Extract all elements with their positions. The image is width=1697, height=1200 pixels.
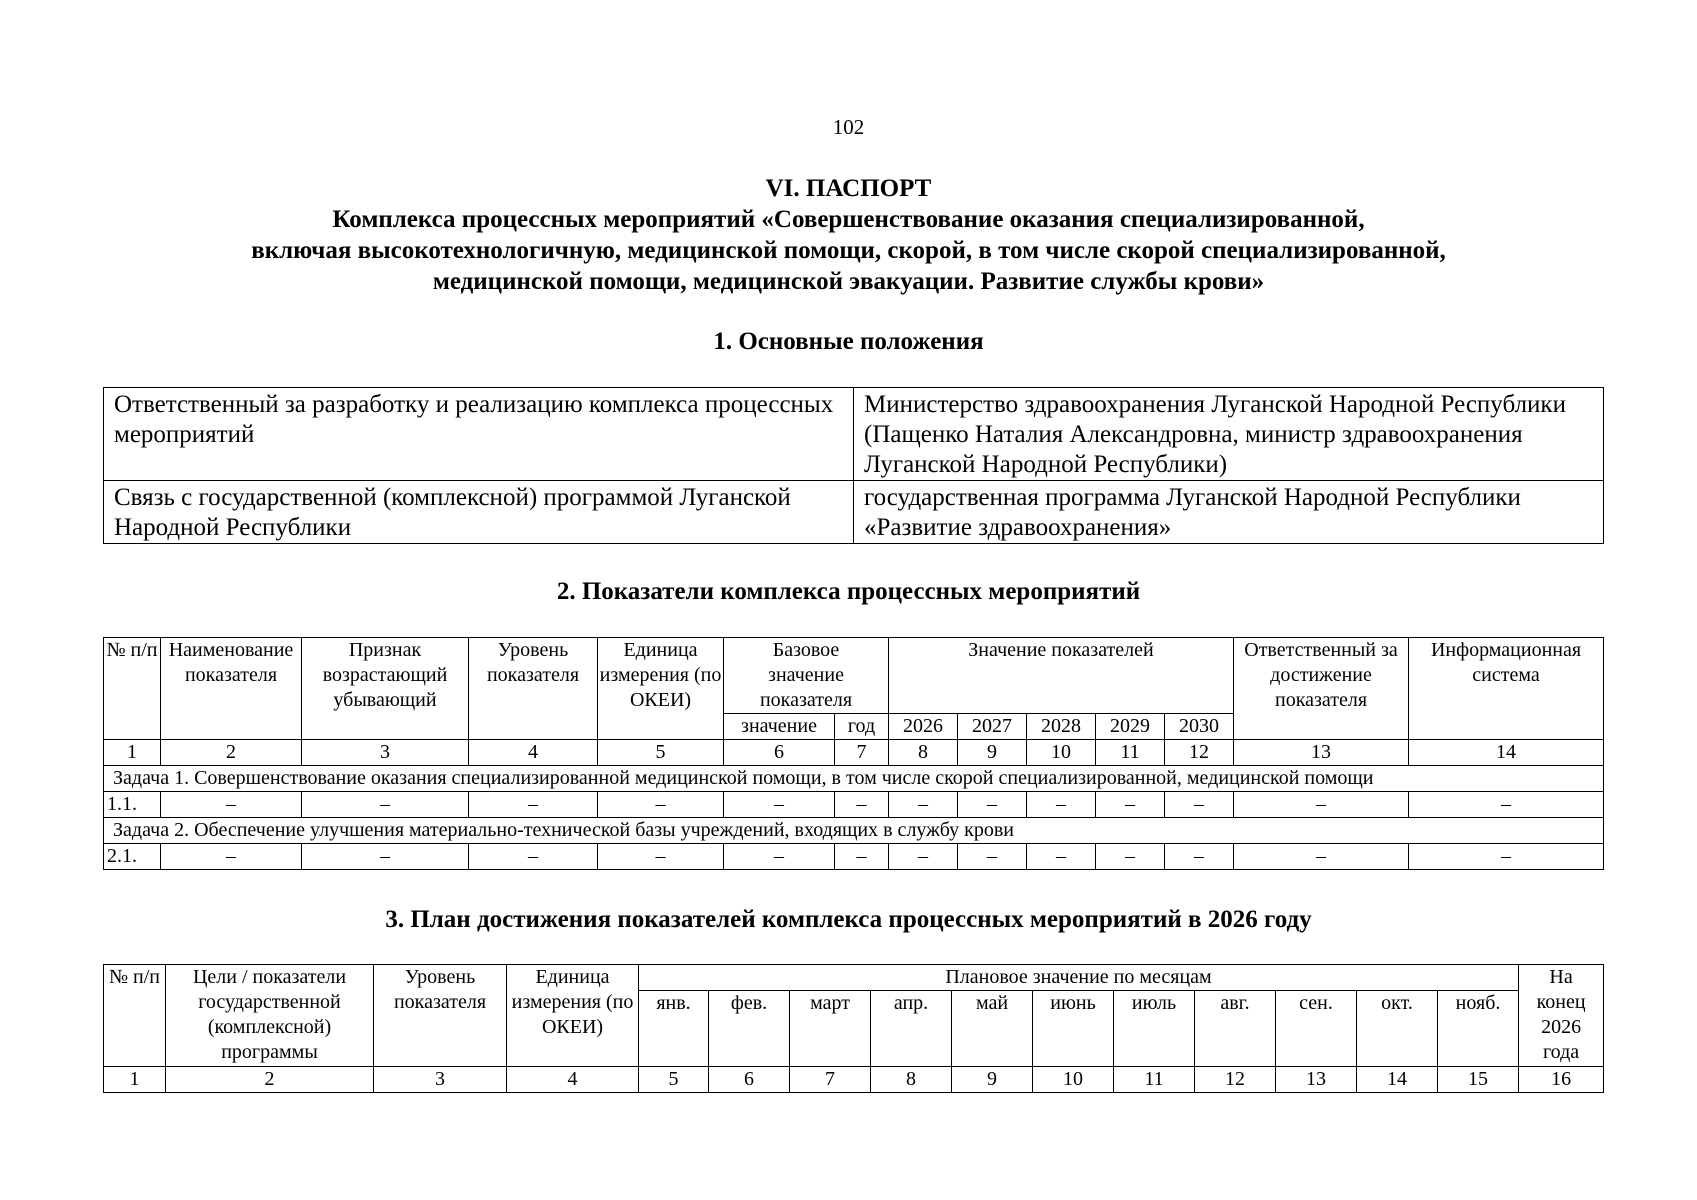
column-numbers-row bbox=[104, 740, 1604, 766]
table-cell: – bbox=[161, 792, 302, 818]
column-number: 10 bbox=[1027, 740, 1096, 766]
column-number: 12 bbox=[1195, 1067, 1276, 1093]
col-month-header: авг. bbox=[1195, 991, 1276, 1067]
table-header-row bbox=[104, 638, 1604, 714]
table-row bbox=[104, 792, 1604, 818]
section-2-title: 2. Показатели комплекса процессных мероприятий bbox=[556, 578, 1141, 605]
column-number: 2 bbox=[161, 740, 302, 766]
col-year-header: 2026 bbox=[889, 714, 958, 740]
col-month-header: март bbox=[790, 991, 871, 1067]
table-cell: – bbox=[302, 792, 469, 818]
col-num-header: № п/п bbox=[104, 638, 161, 740]
col-values-header: Значение показателей bbox=[889, 638, 1234, 714]
column-number: 13 bbox=[1234, 740, 1409, 766]
col-unit-header: Единица измерения (по ОКЕИ) bbox=[598, 638, 724, 740]
column-number: 14 bbox=[1357, 1067, 1438, 1093]
col-sign-header: Признак возрастающий убывающий bbox=[302, 638, 469, 740]
column-number: 1 bbox=[104, 740, 161, 766]
column-number: 10 bbox=[1033, 1067, 1114, 1093]
column-number: 11 bbox=[1114, 1067, 1195, 1093]
table-cell: – bbox=[835, 792, 889, 818]
col-year-header: 2027 bbox=[958, 714, 1027, 740]
table-cell: – bbox=[958, 844, 1027, 870]
column-number: 15 bbox=[1438, 1067, 1519, 1093]
col-year-header: 2029 bbox=[1096, 714, 1165, 740]
row-number: 2.1. bbox=[104, 844, 161, 870]
column-number: 7 bbox=[835, 740, 889, 766]
column-number: 5 bbox=[639, 1067, 709, 1093]
table-cell: – bbox=[1096, 792, 1165, 818]
col-year-header: 2028 bbox=[1027, 714, 1096, 740]
table-row bbox=[104, 481, 1604, 544]
table-row bbox=[104, 844, 1604, 870]
table-cell: – bbox=[1234, 792, 1409, 818]
task-row bbox=[104, 766, 1604, 792]
column-number: 13 bbox=[1276, 1067, 1357, 1093]
table-row bbox=[104, 388, 1604, 481]
table-cell: – bbox=[1234, 844, 1409, 870]
col-plan-header: Плановое значение по месяцам bbox=[639, 965, 1519, 991]
col-month-header: май bbox=[952, 991, 1033, 1067]
task-row bbox=[104, 818, 1604, 844]
col-month-header: июнь bbox=[1033, 991, 1114, 1067]
column-number: 1 bbox=[104, 1067, 166, 1093]
basic-provisions-table bbox=[103, 387, 1604, 544]
col-level-header: Уровень показателя bbox=[469, 638, 598, 740]
table-header-row bbox=[104, 965, 1604, 991]
col-num-header: № п/п bbox=[104, 965, 166, 1067]
col-month-header: апр. bbox=[871, 991, 952, 1067]
col-end-header: На конец 2026 года bbox=[1519, 965, 1604, 1067]
col-year-header: 2030 bbox=[1165, 714, 1234, 740]
provision-value: государственная программа Луганской Народной Республики «Развитие здравоохранения» bbox=[854, 481, 1604, 544]
col-base-year-header: год bbox=[835, 714, 889, 740]
col-month-header: сен. bbox=[1276, 991, 1357, 1067]
column-number: 12 bbox=[1165, 740, 1234, 766]
table-cell: – bbox=[598, 792, 724, 818]
column-number: 11 bbox=[1096, 740, 1165, 766]
column-number: 9 bbox=[958, 740, 1027, 766]
header-title: VI. ПАСПОРТ bbox=[765, 175, 932, 202]
table-cell: – bbox=[469, 844, 598, 870]
column-numbers-row bbox=[104, 1067, 1604, 1093]
column-number: 4 bbox=[469, 740, 598, 766]
column-number: 6 bbox=[709, 1067, 790, 1093]
col-month-header: окт. bbox=[1357, 991, 1438, 1067]
col-base-value-header: значение bbox=[724, 714, 835, 740]
table-cell: – bbox=[161, 844, 302, 870]
task-title: Задача 2. Обеспечение улучшения материально-технической базы учреждений, входящих в службу крови bbox=[104, 818, 1604, 844]
column-number: 14 bbox=[1409, 740, 1604, 766]
column-number: 6 bbox=[724, 740, 835, 766]
header-line-3: включая высокотехнологичную, медицинской помощи, скорой, в том числе скорой специализированной, bbox=[251, 237, 1446, 264]
table-cell: – bbox=[889, 844, 958, 870]
col-responsible-header: Ответственный за достижение показателя bbox=[1234, 638, 1409, 740]
table-cell: – bbox=[1165, 792, 1234, 818]
table-cell: – bbox=[724, 792, 835, 818]
row-number: 1.1. bbox=[104, 792, 161, 818]
column-number: 8 bbox=[871, 1067, 952, 1093]
passport-header bbox=[0, 173, 1697, 297]
task-title: Задача 1. Совершенствование оказания специализированной медицинской помощи, в том числе скорой специализированной, медицинской помощи bbox=[104, 766, 1604, 792]
table-cell: – bbox=[1409, 792, 1604, 818]
table-cell: – bbox=[889, 792, 958, 818]
col-name-header: Наименование показателя bbox=[161, 638, 302, 740]
table-cell: – bbox=[302, 844, 469, 870]
page-number: 102 bbox=[832, 115, 865, 139]
column-number: 7 bbox=[790, 1067, 871, 1093]
col-infosystem-header: Информационная система bbox=[1409, 638, 1604, 740]
column-number: 8 bbox=[889, 740, 958, 766]
table-cell: – bbox=[958, 792, 1027, 818]
section-3-title: 3. План достижения показателей комплекса процессных мероприятий в 2026 году bbox=[385, 906, 1312, 933]
table-cell: – bbox=[1165, 844, 1234, 870]
table-cell: – bbox=[1027, 844, 1096, 870]
col-unit-header: Единица измерения (по ОКЕИ) bbox=[507, 965, 639, 1067]
header-line-4: медицинской помощи, медицинской эвакуации. Развитие службы крови» bbox=[432, 268, 1265, 295]
column-number: 4 bbox=[507, 1067, 639, 1093]
col-month-header: нояб. bbox=[1438, 991, 1519, 1067]
column-number: 16 bbox=[1519, 1067, 1604, 1093]
table-cell: – bbox=[1409, 844, 1604, 870]
table-cell: – bbox=[469, 792, 598, 818]
column-number: 9 bbox=[952, 1067, 1033, 1093]
indicators-table bbox=[103, 637, 1604, 870]
table-cell: – bbox=[724, 844, 835, 870]
provision-value: Министерство здравоохранения Луганской Народной Республики (Пащенко Наталия Александровна, министр здравоохранения Луганской Народной Республики) bbox=[854, 388, 1604, 481]
col-month-header: янв. bbox=[639, 991, 709, 1067]
table-cell: – bbox=[598, 844, 724, 870]
col-month-header: фев. bbox=[709, 991, 790, 1067]
col-goal-header: Цели / показатели государственной (комплексной) программы bbox=[166, 965, 374, 1067]
col-level-header: Уровень показателя bbox=[374, 965, 507, 1067]
table-cell: – bbox=[1096, 844, 1165, 870]
plan-table bbox=[103, 964, 1604, 1093]
column-number: 5 bbox=[598, 740, 724, 766]
table-cell: – bbox=[1027, 792, 1096, 818]
section-1-title: 1. Основные положения bbox=[713, 328, 984, 355]
provision-label: Ответственный за разработку и реализацию комплекса процессных мероприятий bbox=[104, 388, 854, 481]
header-line-2: Комплекса процессных мероприятий «Совершенствование оказания специализированной, bbox=[332, 206, 1365, 233]
table-cell: – bbox=[835, 844, 889, 870]
column-number: 2 bbox=[166, 1067, 374, 1093]
provision-label: Связь с государственной (комплексной) программой Луганской Народной Республики bbox=[104, 481, 854, 544]
col-base-header: Базовое значение показателя bbox=[724, 638, 889, 714]
column-number: 3 bbox=[302, 740, 469, 766]
col-month-header: июль bbox=[1114, 991, 1195, 1067]
column-number: 3 bbox=[374, 1067, 507, 1093]
